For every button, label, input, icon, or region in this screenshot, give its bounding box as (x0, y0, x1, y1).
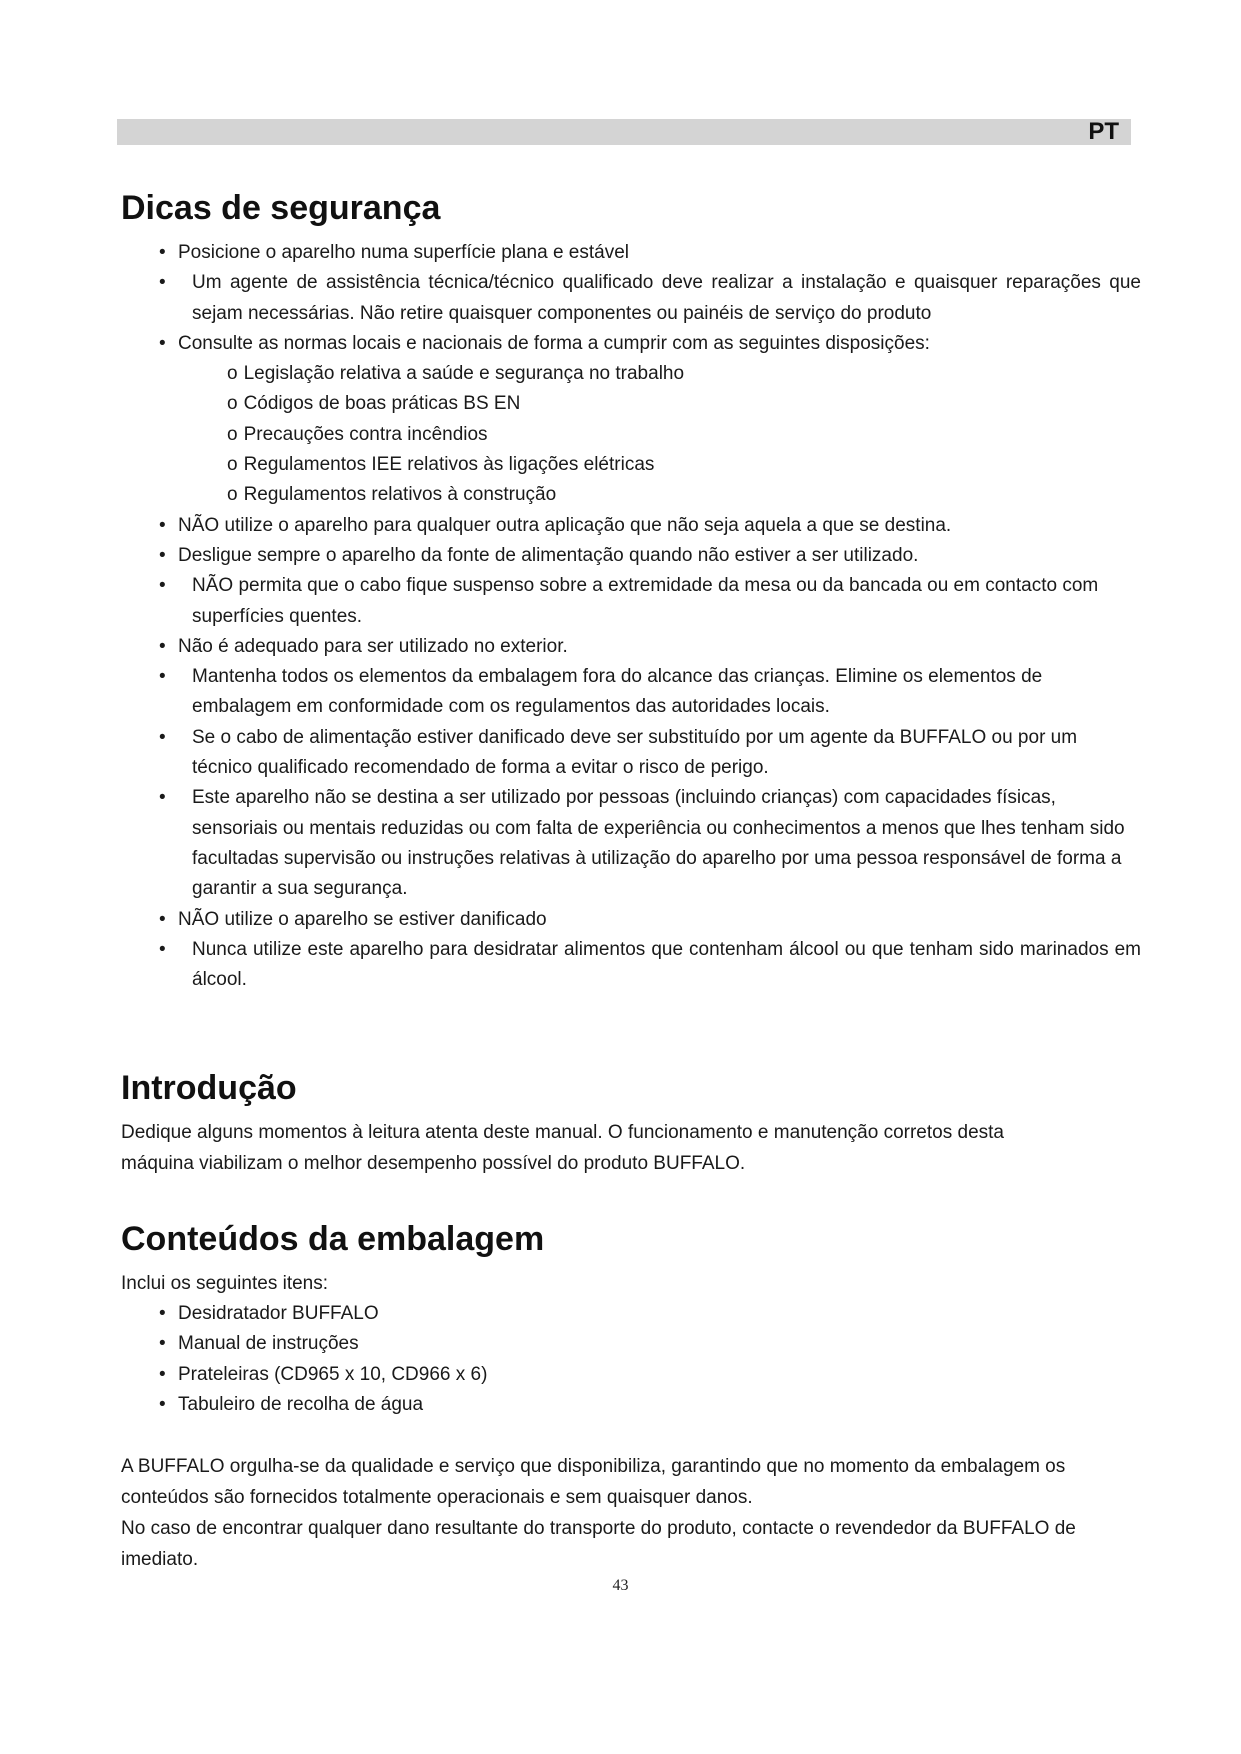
contents-notes (121, 1451, 1136, 1575)
list-item: • Tabuleiro de recolha de água (121, 1390, 1141, 1420)
list-item: • Mantenha todos os elementos da embalagem fora do alcance das crianças. Elimine os elementos de embalagem em conformidade com os regulamentos das autoridades locais. (121, 662, 1141, 723)
safety-list (121, 238, 1141, 995)
bullet-icon: • (159, 787, 166, 809)
safety-list-section (121, 238, 1141, 995)
sub-list (121, 359, 1141, 510)
list-item: • Prateleiras (CD965 x 10, CD966 x 6) (121, 1360, 1141, 1390)
bullet-icon: • (159, 635, 166, 657)
list-item: • Se o cabo de alimentação estiver danificado deve ser substituído por um agente da BUFFALO ou por um técnico qualificado recomendado de forma a evitar o risco de perigo. (121, 723, 1141, 784)
contents-lead: Inclui os seguintes itens: (121, 1273, 329, 1294)
bullet-icon: • (159, 272, 166, 294)
bullet-icon: • (159, 242, 166, 263)
list-item: • Desligue sempre o aparelho da fonte de alimentação quando não estiver a ser utilizado. (121, 541, 1141, 571)
bullet-icon: • (159, 938, 166, 960)
list-item: • Posicione o aparelho numa superfície plana e estável (121, 238, 1141, 268)
list-item: • Este aparelho não se destina a ser utilizado por pessoas (incluindo crianças) com capacidades físicas, sensoriais ou mentais reduzidas ou com falta de experiência ou conhecimentos a menos que lhes tenham sido facultadas supervisão ou instruções relativas à utilização do aparelho por uma pessoa responsável de forma a garantir a sua segurança. (121, 783, 1141, 904)
bullet-icon: • (159, 1303, 166, 1324)
list-item: • Manual de instruções (121, 1329, 1141, 1359)
sub-list-item: o Precauções contra incêndios (227, 423, 488, 445)
contents-section (121, 1268, 1141, 1420)
bullet-icon: • (159, 332, 166, 354)
intro-text: Dedique alguns momentos à leitura atenta deste manual. O funcionamento e manutenção corretos desta máquina viabilizam o melhor desempenho possível do produto BUFFALO. (121, 1122, 1004, 1174)
bullet-icon: • (159, 1393, 166, 1415)
contents-paragraph-1: A BUFFALO orgulha-se da qualidade e serviço que disponibiliza, garantindo que no momento da embalagem os conteúdos são fornecidos totalmente operacionais e sem quaisquer danos. (121, 1456, 1066, 1508)
contents-list (121, 1299, 1141, 1420)
sub-list-item: o Legislação relativa a saúde e segurança no trabalho (227, 363, 685, 385)
contents-title: Conteúdos da embalagem (121, 1220, 545, 1258)
bullet-icon: • (159, 1333, 166, 1355)
sub-list-item: o Códigos de boas práticas BS EN (227, 393, 521, 415)
list-item: • NÃO utilize o aparelho se estiver danificado (121, 905, 1141, 935)
list-item: • NÃO utilize o aparelho para qualquer outra aplicação que não seja aquela a que se destina. (121, 511, 1141, 541)
list-item: • Não é adequado para ser utilizado no exterior. (121, 632, 1141, 662)
list-item: • NÃO permita que o cabo fique suspenso sobre a extremidade da mesa ou da bancada ou em contacto com superfícies quentes. (121, 571, 1141, 632)
contents-paragraph-2: No caso de encontrar qualquer dano resultante do transporte do produto, contacte o revendedor da BUFFALO de imediato. (121, 1518, 1076, 1570)
intro-section (121, 1117, 1081, 1179)
bullet-icon: • (159, 726, 166, 748)
bullet-icon: • (159, 514, 166, 536)
list-item: • Nunca utilize este aparelho para desidratar alimentos que contenham álcool ou que tenham sido marinados em álcool. (121, 935, 1141, 996)
safety-title: Dicas de segurança (121, 189, 441, 227)
page-number: 43 (612, 1577, 629, 1594)
list-item: • Consulte as normas locais e nacionais de forma a cumprir com as seguintes disposições: o Legislação relativa a saúde e segurança no trabalho o Códigos de boas práticas BS EN o Precauções contra incêndios o Regulamentos IEE relativos às ligações elétricas o Regulamentos relativos à construção (121, 329, 1141, 511)
bullet-icon: • (159, 1363, 166, 1385)
sub-list-item: o Regulamentos IEE relativos às ligações elétricas (227, 454, 655, 476)
intro-title: Introdução (121, 1069, 297, 1107)
language-code: PT (1088, 118, 1119, 145)
sub-list-item: o Regulamentos relativos à construção (227, 484, 557, 506)
list-item: • Um agente de assistência técnica/técnico qualificado deve realizar a instalação e quaisquer reparações que sejam necessárias. Não retire quaisquer componentes ou painéis de serviço do produto (121, 268, 1141, 329)
list-item: • Desidratador BUFFALO (121, 1299, 1141, 1329)
bullet-icon: • (159, 908, 166, 930)
language-bar (117, 119, 1131, 145)
bullet-icon: • (159, 575, 166, 597)
bullet-icon: • (159, 544, 166, 566)
bullet-icon: • (159, 666, 166, 688)
